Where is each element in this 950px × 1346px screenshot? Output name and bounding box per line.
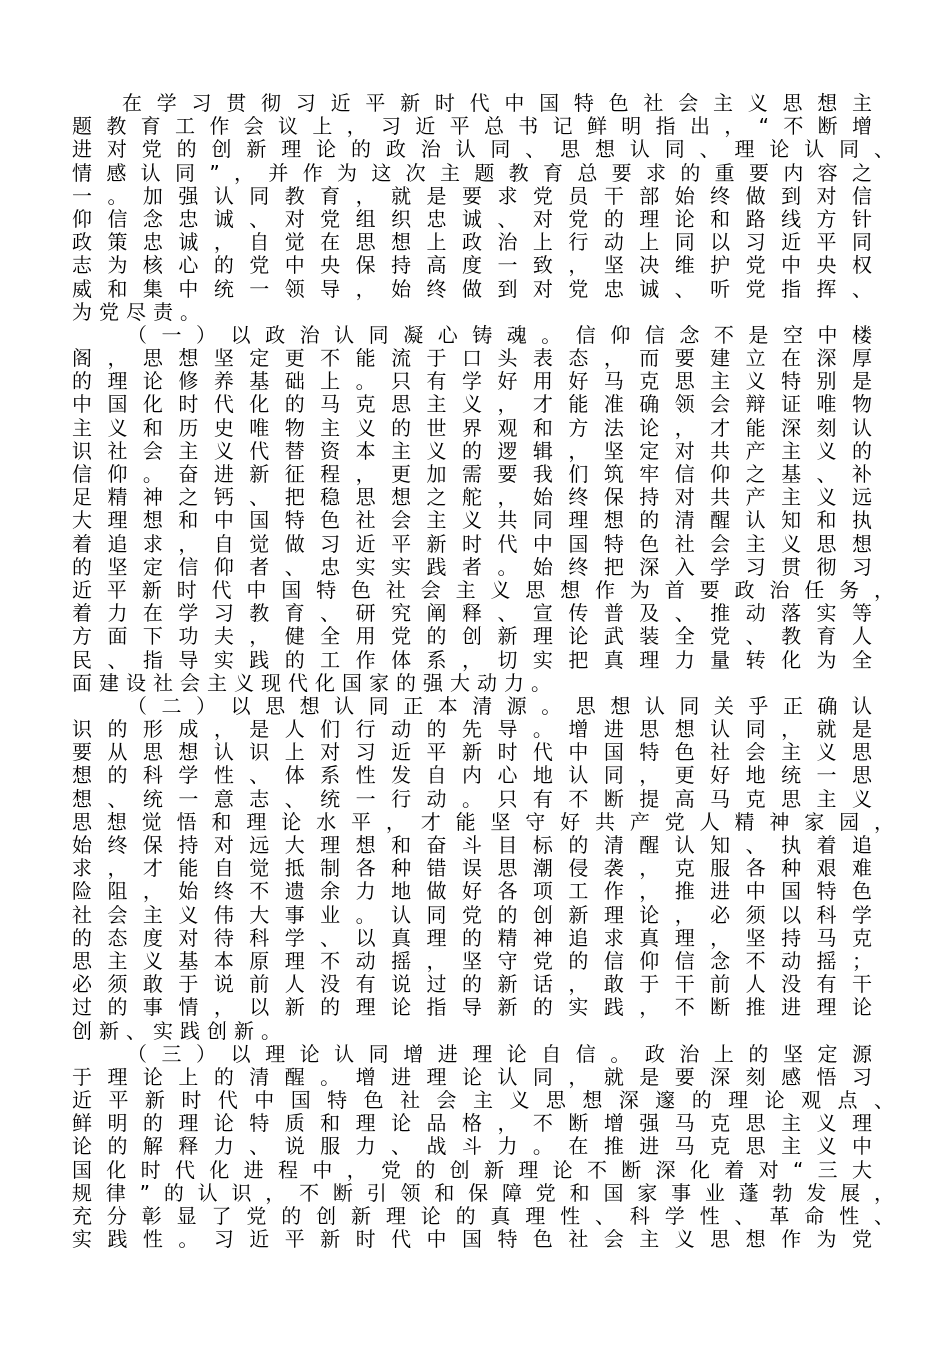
text-line: 想的科学性、体系性发自内心地认同，更好地统一思 bbox=[72, 763, 872, 788]
paragraph-section-3 bbox=[72, 1041, 894, 1252]
text-line: 主义和历史唯物主义的世界观和方法论，才能深刻认 bbox=[72, 415, 872, 440]
text-line: 政策忠诚，自觉在思想上政治上行动上同以习近平同 bbox=[72, 230, 872, 255]
text-line: 的坚定信仰者、忠实实践者。始终把深入学习贯彻习 bbox=[72, 554, 872, 579]
text-line: 的态度对待科学、以真理的精神追求真理，坚持马克 bbox=[72, 925, 872, 950]
text-line: 必须敢于说前人没有说过的新话，敢于干前人没有干 bbox=[72, 972, 872, 997]
text-line: 社会主义伟大事业。认同党的创新理论，必须以科学 bbox=[72, 902, 872, 927]
text-line: 为党尽责。 bbox=[72, 299, 207, 324]
article-body bbox=[72, 91, 894, 1252]
text-line: 思想觉悟和理论水平，才能坚守好共产党人精神家园， bbox=[72, 809, 894, 834]
text-line: 始终保持对远大理想和奋斗目标的清醒认知、执着追 bbox=[72, 833, 872, 857]
text-line: 情感认同”，并作为这次主题教育总要求的重要内容之 bbox=[72, 160, 872, 185]
text-line: 近平新时代中国特色社会主义思想作为首要政治任务， bbox=[72, 577, 894, 602]
text-line: 阁，思想坚定更不能流于口头表态，而要建立在深厚 bbox=[72, 346, 872, 371]
text-line: 仰信念忠诚、对党组织忠诚、对党的理论和路线方针 bbox=[72, 206, 872, 231]
text-line: 想、统一意志、统一行动。只有不断提高马克思主义 bbox=[72, 786, 872, 811]
text-line: 近平新时代中国特色社会主义思想深邃的理论观点、 bbox=[72, 1088, 894, 1113]
text-line: 的理论修养基础上。只有学好用好马克思主义特别是 bbox=[72, 369, 872, 394]
text-line: 着力在学习教育、研究阐释、宣传普及、推动落实等 bbox=[72, 601, 872, 626]
text-line: 于理论上的清醒。增进理论认同，就是要深刻感悟习 bbox=[72, 1064, 872, 1089]
text-line: 识社会主义代替资本主义的逻辑，坚定对共产主义的 bbox=[72, 438, 872, 463]
text-line: （三）以理论认同增进理论自信。政治上的坚定源 bbox=[127, 1041, 872, 1066]
text-line: 充分彰显了党的创新理论的真理性、科学性、革命性、 bbox=[72, 1204, 894, 1228]
paragraph-section-2 bbox=[72, 693, 894, 1043]
text-line: 实践性。习近平新时代中国特色社会主义思想作为党 bbox=[72, 1227, 872, 1252]
text-line: （二）以思想认同正本清源。思想认同关乎正确认 bbox=[127, 693, 872, 718]
paragraph-section-1 bbox=[72, 322, 894, 695]
text-line: （一）以政治认同凝心铸魂。信仰信念不是空中楼 bbox=[127, 322, 872, 347]
text-line: 鲜明的理论特质和理论品格，不断增强马克思主义理 bbox=[72, 1111, 872, 1136]
text-line: 论的解释力、说服力、战斗力。在推进马克思主义中 bbox=[72, 1134, 872, 1159]
text-line: 规律”的认识，不断引领和保障党和国家事业蓬勃发展， bbox=[72, 1180, 894, 1205]
text-line: 险阻，始终不遗余力地做好各项工作，推进中国特色 bbox=[72, 879, 872, 904]
text-line: 着追求，自觉做习近平新时代中国特色社会主义思想 bbox=[72, 531, 872, 556]
text-line: 创新、实践创新。 bbox=[72, 1018, 288, 1043]
text-line: 进对党的创新理论的政治认同、思想认同、理论认同、 bbox=[72, 137, 894, 162]
text-line: 中国化时代化的马克思主义，才能准确领会辩证唯物 bbox=[72, 392, 872, 417]
text-line: 要从思想认识上对习近平新时代中国特色社会主义思 bbox=[72, 740, 872, 765]
text-line: 在学习贯彻习近平新时代中国特色社会主义思想主 bbox=[122, 91, 872, 115]
text-line: 民、指导实践的工作体系，切实把真理力量转化为全 bbox=[72, 647, 872, 672]
text-line: 一。加强认同教育，就是要求党员干部始终做到对信 bbox=[72, 183, 872, 208]
text-line: 足精神之钙、把稳思想之舵，始终保持对共产主义远 bbox=[72, 485, 872, 510]
text-line: 威和集中统一领导，始终做到对党忠诚、听党指挥、 bbox=[72, 276, 872, 301]
text-line: 国化时代化进程中，党的创新理论不断深化着对“三大 bbox=[72, 1157, 872, 1182]
text-line: 面建设社会主义现代化国家的强大动力。 bbox=[72, 670, 558, 695]
text-line: 思主义基本原理不动摇，坚守党的信仰信念不动摇； bbox=[72, 948, 872, 973]
paragraph-intro bbox=[72, 91, 894, 324]
text-line: 信仰。奋进新征程，更加需要我们筑牢信仰之基、补 bbox=[72, 462, 872, 486]
text-line: 识的形成，是人们行动的先导。增进思想认同，就是 bbox=[72, 717, 872, 742]
text-line: 志为核心的党中央保持高度一致，坚决维护党中央权 bbox=[72, 253, 872, 278]
text-line: 求，才能自觉抵制各种错误思潮侵袭，克服各种艰难 bbox=[72, 856, 872, 881]
text-line: 题教育工作会议上，习近平总书记鲜明指出，“不断增 bbox=[72, 114, 872, 139]
text-line: 方面下功夫，健全用党的创新理论武装全党、教育人 bbox=[72, 624, 872, 649]
text-line: 大理想和中国特色社会主义共同理想的清醒认知和执 bbox=[72, 508, 872, 533]
text-line: 过的事情，以新的理论指导新的实践，不断推进理论 bbox=[72, 995, 872, 1020]
